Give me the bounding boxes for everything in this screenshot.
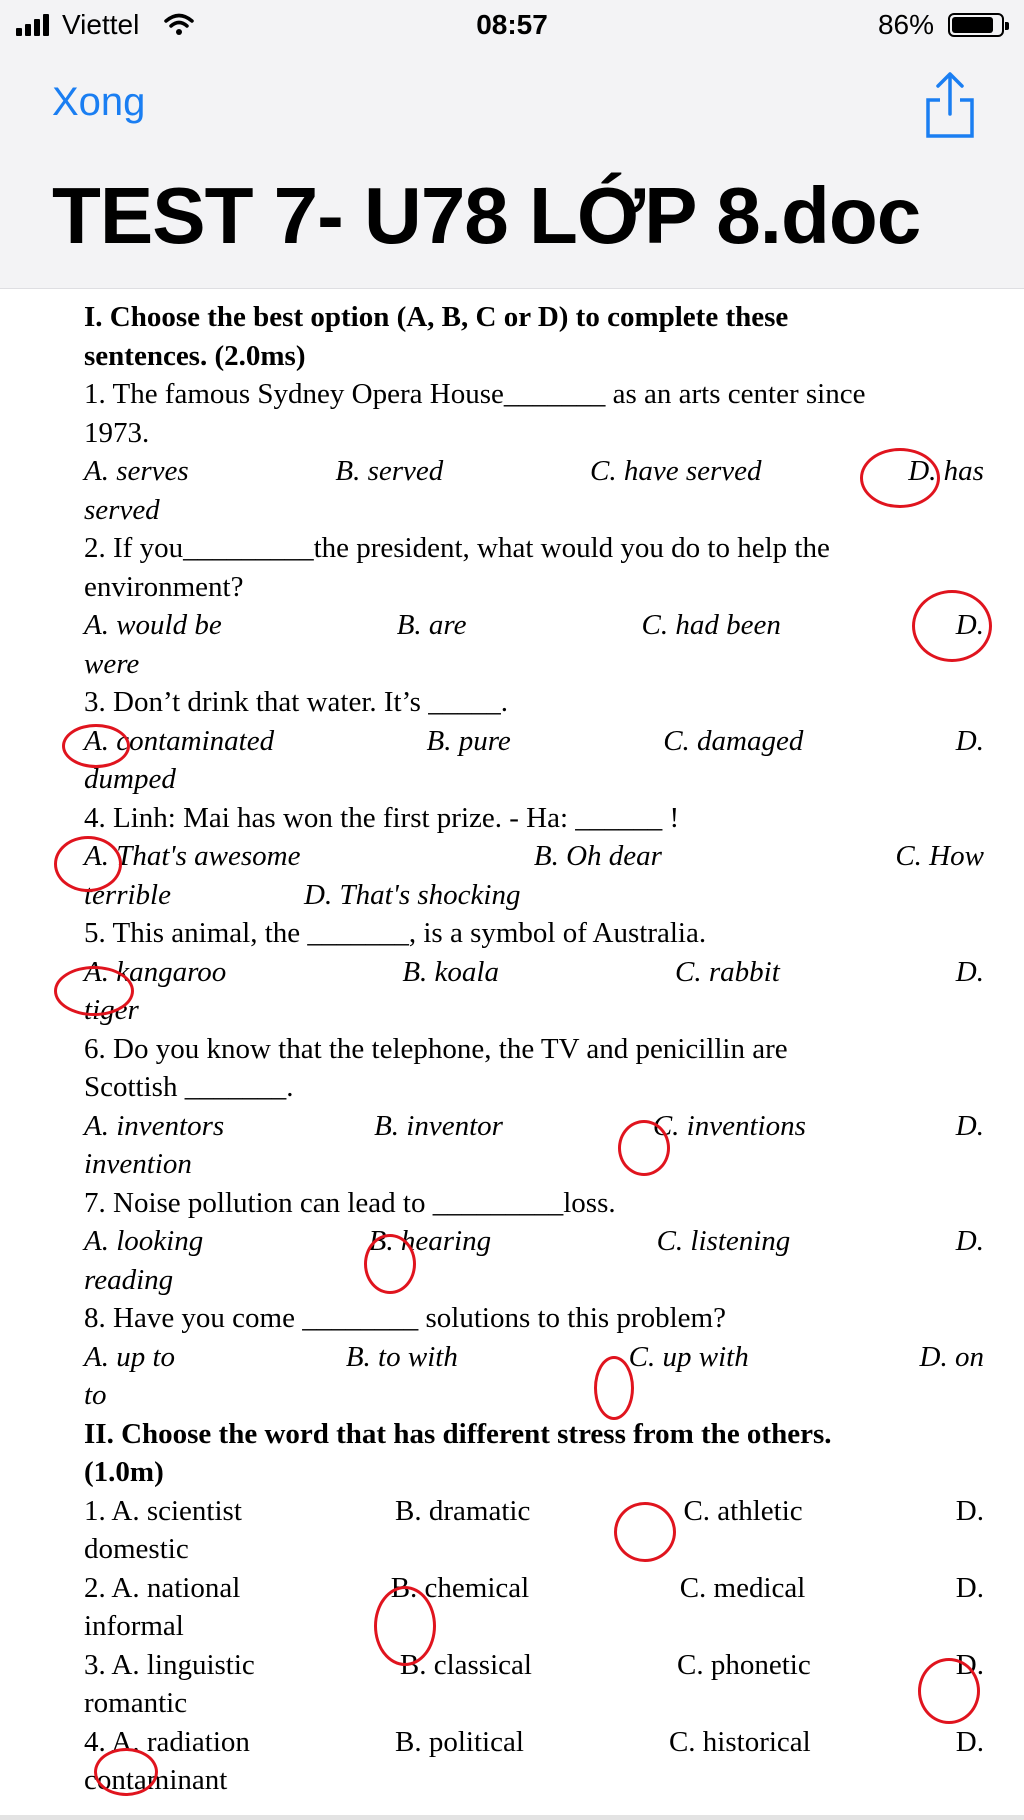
answer-circle bbox=[54, 836, 122, 892]
stress-question: 4. A. radiation B. political C. historical D. bbox=[84, 1725, 984, 1758]
answer-options: invention bbox=[84, 1148, 192, 1180]
answer-circle bbox=[918, 1658, 980, 1724]
stress-question: 3. A. linguistic B. classical C. phonetic D. bbox=[84, 1648, 984, 1681]
section-heading: sentences. (2.0ms) bbox=[84, 339, 306, 372]
answer-options: dumped bbox=[84, 763, 176, 795]
answer-circle bbox=[594, 1356, 634, 1420]
answer-circle bbox=[94, 1748, 158, 1796]
stress-question: 1. A. scientist B. dramatic C. athletic D. bbox=[84, 1494, 984, 1527]
clock: 08:57 bbox=[476, 9, 548, 40]
answer-options: served bbox=[84, 493, 160, 526]
answer-options: A. That's awesome B. Oh dear C. How bbox=[84, 840, 984, 872]
question-stem: environment? bbox=[84, 570, 244, 603]
answer-circle bbox=[860, 448, 940, 508]
stress-option-d: informal bbox=[84, 1610, 184, 1642]
answer-circle bbox=[912, 590, 992, 662]
answer-options: A. would be B. are C. had been D. bbox=[84, 609, 984, 641]
document-content[interactable] bbox=[84, 298, 984, 1800]
stress-option-d: domestic bbox=[84, 1533, 189, 1565]
answer-options: A. serves B. served C. have served D. has bbox=[84, 455, 984, 487]
answer-options: to bbox=[84, 1379, 107, 1411]
carrier-name: Viettel bbox=[62, 9, 140, 40]
answer-options: A. looking B. hearing C. listening D. bbox=[84, 1225, 984, 1257]
answer-options: A. inventors B. inventor C. inventions D. bbox=[84, 1109, 984, 1142]
answer-options: A. up to B. to with C. up with D. on bbox=[84, 1340, 984, 1373]
answer-options: A. kangaroo B. koala C. rabbit D. bbox=[84, 955, 984, 988]
question-stem: 4. Linh: Mai has won the first prize. - Ha: ______ ! bbox=[84, 801, 680, 834]
stress-option-d: romantic bbox=[84, 1687, 188, 1719]
answer-options: terrible D. That's shocking bbox=[84, 878, 521, 911]
stress-option-d: contaminant bbox=[84, 1764, 228, 1796]
battery-percent: 86% bbox=[877, 9, 934, 40]
bottom-edge bbox=[0, 1815, 1024, 1820]
answer-options: tiger bbox=[84, 994, 139, 1026]
nav-header bbox=[0, 0, 1024, 289]
section-heading: (1.0m) bbox=[84, 1456, 164, 1488]
stress-question: 2. A. national B. chemical C. medical D. bbox=[84, 1571, 984, 1604]
question-stem: 3. Don’t drink that water. It’s _____. bbox=[84, 686, 508, 718]
answer-circle bbox=[62, 724, 130, 768]
question-stem: 5. This animal, the _______, is a symbol of Australia. bbox=[84, 917, 707, 949]
question-stem: 6. Do you know that the telephone, the TV and penicillin are bbox=[84, 1032, 788, 1065]
answer-options: were bbox=[84, 647, 140, 680]
status-bar bbox=[0, 0, 1024, 52]
section-heading: I. Choose the best option (A, B, C or D) to complete these bbox=[84, 301, 789, 333]
answer-options: A. contaminated B. pure C. damaged D. bbox=[84, 724, 984, 757]
question-stem: 1973. bbox=[84, 416, 150, 449]
page-title: TEST 7- U78 LỚP 8.doc bbox=[52, 171, 921, 260]
question-stem: Scottish _______. bbox=[84, 1071, 294, 1103]
answer-circle bbox=[374, 1586, 436, 1666]
question-stem: 8. Have you come ________ solutions to this problem? bbox=[84, 1302, 726, 1334]
section-heading: II. Choose the word that has different stress from the others. bbox=[84, 1417, 832, 1450]
done-button[interactable]: Xong bbox=[52, 80, 146, 124]
answer-circle bbox=[618, 1120, 670, 1176]
question-stem: 2. If you_________the president, what would you do to help the bbox=[84, 532, 830, 564]
battery-icon bbox=[948, 13, 1004, 37]
answer-circle bbox=[614, 1502, 676, 1562]
answer-circle bbox=[54, 966, 134, 1016]
answer-options: reading bbox=[84, 1263, 174, 1296]
answer-circle bbox=[364, 1234, 416, 1294]
share-icon[interactable] bbox=[922, 70, 978, 140]
question-stem: 7. Noise pollution can lead to _________loss. bbox=[84, 1186, 616, 1219]
question-stem: 1. The famous Sydney Opera House_______ as an arts center since bbox=[84, 378, 866, 410]
